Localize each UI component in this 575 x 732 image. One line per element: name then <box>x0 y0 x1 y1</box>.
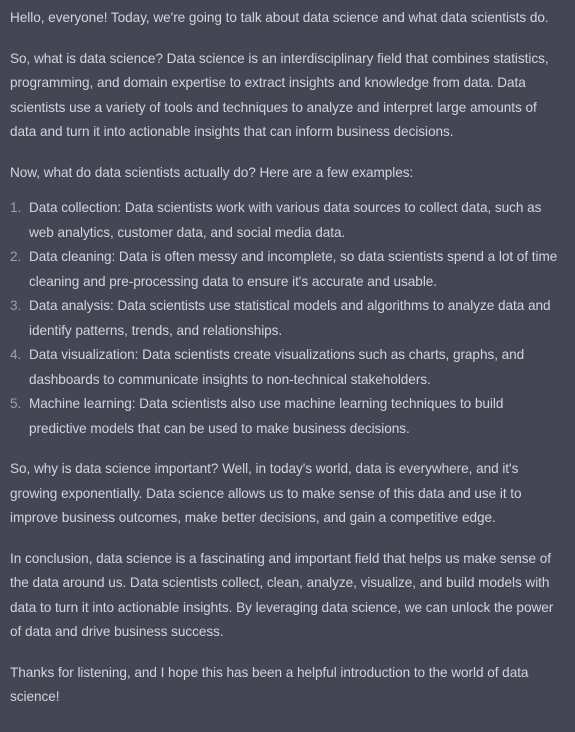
closing-line: science! <box>10 689 60 704</box>
list-item-line: predictive models that can be used to make business decisions. <box>29 420 410 436</box>
list-item-text <box>29 245 557 294</box>
intro-paragraph: Hello, everyone! Today, we're going to talk about data science and what data scientists do. <box>10 10 549 25</box>
conclusion-line: of data and drive business success. <box>10 624 224 639</box>
importance-line: growing exponentially. Data science allows us to make sense of this data and use it to <box>10 485 522 501</box>
definition-line: data and turn it into actionable insights that can inform business decisions. <box>10 124 454 139</box>
list-item-line: web analytics, customer data, and social media data. <box>29 224 346 240</box>
list-item-number: 4. <box>10 347 22 362</box>
list-item-line: dashboards to communicate insights to non-technical stakeholders. <box>29 371 431 387</box>
importance-line: improve business outcomes, make better decisions, and gain a competitive edge. <box>10 510 496 525</box>
list-item-line: Data analysis: Data scientists use statistical models and algorithms to analyze data and <box>29 298 551 313</box>
assistant-message <box>0 6 575 732</box>
examples-intro-paragraph: Now, what do data scientists actually do? Here are a few examples: <box>10 164 414 180</box>
examples-list <box>10 196 575 441</box>
list-item-line: Data visualization: Data scientists create visualizations such as charts, graphs, and <box>29 347 525 362</box>
definition-line: programming, and domain expertise to extract insights and knowledge from data. Data <box>10 75 526 90</box>
definition-line: scientists use a variety of tools and techniques to analyze and interpret large amounts of <box>10 99 537 115</box>
list-item-number: 5. <box>10 396 22 411</box>
list-item-line: Data cleaning: Data is often messy and incomplete, so data scientists spend a lot of time <box>29 249 558 264</box>
importance-paragraph <box>10 457 575 531</box>
list-item-text <box>29 343 524 392</box>
list-item <box>10 294 575 343</box>
list-item-number: 1. <box>10 200 22 215</box>
list-item-line: cleaning and pre-processing data to ensure it's accurate and usable. <box>29 273 438 289</box>
list-item <box>10 196 575 245</box>
closing-line: Thanks for listening, and I hope this has been a helpful introduction to the world of data <box>10 664 529 680</box>
list-item-line: identify patterns, trends, and relationships. <box>29 322 283 338</box>
definition-paragraph <box>10 47 575 145</box>
list-item-line: Data collection: Data scientists work with various data sources to collect data, such as <box>29 200 542 215</box>
closing-paragraph <box>10 661 575 710</box>
conclusion-line: the data around us. Data scientists collect, clean, analyze, visualize, and build models with <box>10 575 550 590</box>
list-item <box>10 245 575 294</box>
conclusion-paragraph <box>10 547 575 645</box>
importance-line: So, why is data science important? Well, in today's world, data is everywhere, and it's <box>10 461 519 476</box>
list-item <box>10 392 575 441</box>
list-item <box>10 343 575 392</box>
list-item-line: Machine learning: Data scientists also use machine learning techniques to build <box>29 396 504 411</box>
conclusion-line: data to turn it into actionable insights. By leveraging data science, we can unlock the power <box>10 599 554 615</box>
definition-line: So, what is data science? Data science is an interdisciplinary field that combines statistics, <box>10 50 549 66</box>
list-item-number: 3. <box>10 298 22 313</box>
list-item-number: 2. <box>10 249 22 264</box>
conclusion-line: In conclusion, data science is a fascinating and important field that helps us make sense of <box>10 550 551 566</box>
list-item-text <box>29 294 551 343</box>
list-item-text <box>29 196 541 245</box>
list-item-text <box>29 392 503 441</box>
